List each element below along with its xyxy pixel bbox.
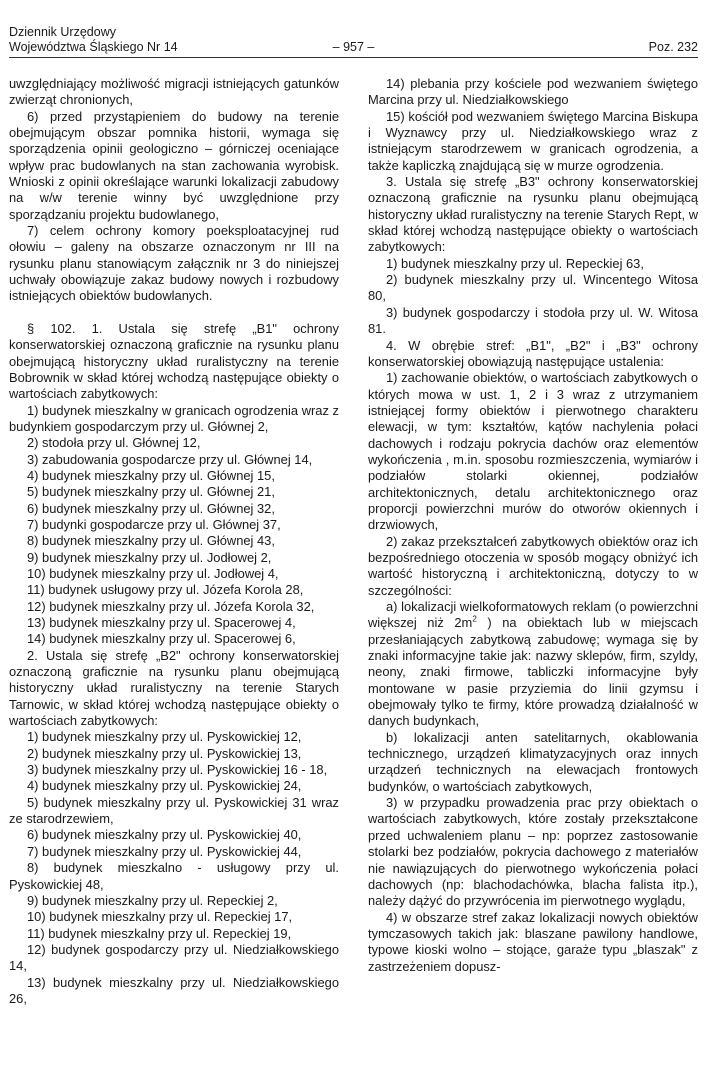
text-paragraph: 4. W obrębie stref: „B1", „B2" i „B3" ochrony konserwatorskiej obowiązują następujące ustalenia:	[368, 337, 698, 369]
text-paragraph: 2) budynek mieszkalny przy ul. Pyskowickiej 13,	[27, 745, 302, 761]
paragraph-gap	[9, 305, 339, 321]
text-paragraph: 13) budynek mieszkalny przy ul. Niedziałkowskiego 26,	[9, 974, 339, 1006]
text-paragraph: 14) budynek mieszkalny przy ul. Spacerowej 6,	[27, 631, 296, 647]
text-paragraph: 6) przed przystąpieniem do budowy na terenie obejmującym obszar pomnika historii, wymaga się sporządzenia opinii geologiczno – górniczej oceniające wpływ prac budowlanych na stan zachowania wyrobisk. Wnioski z opinii określające warunki lokalizacji zabudowy na w/w terenie winny być uwzględnione przy sporządzaniu projektu budowlanego,	[9, 108, 339, 222]
text-paragraph: 1) zachowanie obiektów, o wartościach zabytkowych o których mowa w ust. 1, 2 i 3 wraz z utrzymaniem istniejącej formy obiektów i pierwotnego charakteru elewacji, w tym: kształtów, kątów nachylenia połaci dachowych i rodzaju pokrycia dachów oraz elementów wykończenia , m.in. sposobu rozmieszczenia, wymiarów i podziałów stolarki okiennej, podziałów architektonicznych, detalu architektonicznego oraz proporcji powierzchni murów do otworów okiennych i drzwiowych,	[368, 370, 698, 533]
text-paragraph: 8) budynek mieszkalny przy ul. Głównej 43,	[27, 533, 275, 549]
text-paragraph: 6) budynek mieszkalny przy ul. Pyskowickiej 40,	[27, 827, 302, 843]
text-paragraph: 8) budynek mieszkalno - usługowy przy ul. Pyskowickiej 48,	[9, 860, 339, 892]
text-paragraph: 7) celem ochrony komory poeksploatacyjnej rud ołowiu – galeny na obszarze oznaczonym nr III na rysunku planu stanowiącym załącznik nr 3 do niniejszej uchwały obowiązuje zakaz budowy nowych i rozbudowy istniejących obiektów budowlanych.	[9, 223, 339, 304]
paragraph-text: ) na obiektach lub w miejscach przesłaniających zabytkową zabudowę; wymaga się by znaki informacyjne takie jak: nazwy sklepów, firm, szyldy, neony, znaki firmowe, tabliczki informacyjne były montowane w pasie przyziemia do linii gzymsu i obejmowały tylko te firmy, które prowadzą działalność w danych budynkach,	[368, 615, 699, 729]
text-paragraph: 7) budynki gospodarcze przy ul. Głównej 37,	[27, 516, 281, 532]
text-paragraph: 9) budynek mieszkalny przy ul. Repeckiej 2,	[27, 892, 278, 908]
text-paragraph: 10) budynek mieszkalny przy ul. Jodłowej 4,	[27, 565, 279, 581]
text-paragraph	[368, 599, 698, 730]
text-paragraph: 3) budynek mieszkalny przy ul. Pyskowickiej 16 - 18,	[27, 762, 328, 778]
text-paragraph: 5) budynek mieszkalny przy ul. Głównej 21,	[27, 484, 275, 500]
text-paragraph: 14) plebania przy kościele pod wezwaniem świętego Marcina przy ul. Niedziałkowskiego	[368, 76, 698, 108]
publication-line-2: Województwa Śląskiego Nr 14	[9, 40, 178, 54]
text-paragraph: 6) budynek mieszkalny przy ul. Głównej 32,	[27, 500, 275, 516]
text-paragraph: 2) zakaz przekształceń zabytkowych obiektów oraz ich bezpośredniego otoczenia w sposób mogący obniżyć ich wartość historyczną i architektoniczną, dotyczy to w szczególności:	[368, 533, 698, 598]
text-paragraph: 10) budynek mieszkalny przy ul. Repeckiej 17,	[27, 909, 293, 925]
text-paragraph: 7) budynek mieszkalny przy ul. Pyskowickiej 44,	[27, 843, 302, 859]
text-paragraph: 1) budynek mieszkalny w granicach ogrodzenia wraz z budynkiem gospodarczym przy ul. Głównej 2,	[9, 402, 339, 434]
text-paragraph: 12) budynek mieszkalny przy ul. Józefa Korola 32,	[27, 598, 315, 614]
text-paragraph: 15) kościół pod wezwaniem świętego Marcina Biskupa i Wyznawcy przy ul. Niedziałkowskiego wraz z istniejącym starodrzewem w granicach ogrodzenia, a także kapliczką znajdującą się w murze ogrodzenia.	[368, 108, 698, 173]
superscript: 2	[472, 615, 477, 625]
paragraph-text: a) lokalizacji wielkoformatowych reklam (o powierzchni większej niż 2m	[368, 599, 698, 631]
text-paragraph: 3) w przypadku prowadzenia prac przy obiektach o wartościach zabytkowych, które zostały przekształcone przed uchwaleniem planu – np: poprzez zastosowanie stolarki bez podziałów, pokrycia dachowego z materiałów nie nawiązujących do pierwotnego wykończenia połaci dachowych (np: blachodachówka, blacha falista itp.), należy dążyć do przywrócenia im pierwotnego wyglądu,	[368, 795, 698, 909]
text-paragraph: 3) zabudowania gospodarcze przy ul. Głównej 14,	[27, 451, 313, 467]
text-paragraph: 2) stodoła przy ul. Głównej 12,	[27, 435, 201, 451]
text-paragraph: 4) budynek mieszkalny przy ul. Pyskowickiej 24,	[27, 778, 302, 794]
header-divider	[9, 57, 698, 58]
text-paragraph: uwzględniający możliwość migracji istniejących gatunków zwierząt chronionych,	[9, 76, 339, 108]
text-paragraph: 2. Ustala się strefę „B2" ochrony konserwatorskiej oznaczoną graficznie na rysunku planu obejmującą historyczny układ ruralistyczny na terenie Starych Tarnowic, w skład której wchodzą następujące obiekty o wartościach zabytkowych:	[9, 647, 339, 729]
text-paragraph: § 102. 1. Ustala się strefę „B1" ochrony konserwatorskiej oznaczoną graficznie na rysunku planu obejmującą historyczny układ ruralistyczny na terenie Bobrownik w skład której wchodzą następujące obiekty o wartościach zabytkowych:	[9, 320, 339, 402]
position-number: Poz. 232	[648, 40, 698, 54]
text-paragraph: 11) budynek usługowy przy ul. Józefa Korola 28,	[27, 582, 304, 598]
text-paragraph: 2) budynek mieszkalny przy ul. Wincentego Witosa 80,	[368, 272, 698, 304]
text-paragraph: 1) budynek mieszkalny przy ul. Pyskowickiej 12,	[27, 729, 302, 745]
text-paragraph: b) lokalizacji anten satelitarnych, okablowania technicznego, urządzeń klimatyzacyjnych oraz innych urządzeń technicznych na elewacjach frontowych budynków, o wartościach zabytkowych,	[368, 729, 698, 794]
page-header	[0, 0, 707, 64]
text-paragraph: 4) w obszarze stref zakaz lokalizacji nowych obiektów tymczasowych takich jak: blaszane pawilony handlowe, typowe kioski wolno – stojące, garaże typu „blaszak" z zastrzeżeniem dopusz-	[368, 909, 698, 974]
text-paragraph: 13) budynek mieszkalny przy ul. Spacerowej 4,	[27, 615, 296, 630]
text-paragraph: 3) budynek gospodarczy i stodoła przy ul. W. Witosa 81.	[368, 304, 698, 337]
text-paragraph: 12) budynek gospodarczy przy ul. Niedziałkowskiego 14,	[9, 941, 339, 974]
text-paragraph: 9) budynek mieszkalny przy ul. Jodłowej 2,	[27, 549, 272, 565]
text-paragraph: 4) budynek mieszkalny przy ul. Głównej 15,	[27, 467, 275, 483]
left-text-column	[9, 76, 339, 1007]
text-paragraph: 11) budynek mieszkalny przy ul. Repeckiej 19,	[27, 925, 292, 941]
text-paragraph: 3. Ustala się strefę „B3" ochrony konserwatorskiej oznaczoną graficznie na rysunku planu obejmującą historyczny układ ruralistyczny na terenie Starych Rept, w skład której wchodzą następujące obiekty o wartościach zabytkowych:	[368, 174, 698, 255]
right-text-column	[368, 76, 698, 975]
publication-line-1: Dziennik Urzędowy	[9, 25, 116, 39]
page-number: – 957 –	[332, 40, 375, 54]
text-paragraph: 5) budynek mieszkalny przy ul. Pyskowickiej 31 wraz ze starodrzewiem,	[9, 794, 339, 827]
text-paragraph: 1) budynek mieszkalny przy ul. Repeckiej 63,	[386, 255, 644, 271]
